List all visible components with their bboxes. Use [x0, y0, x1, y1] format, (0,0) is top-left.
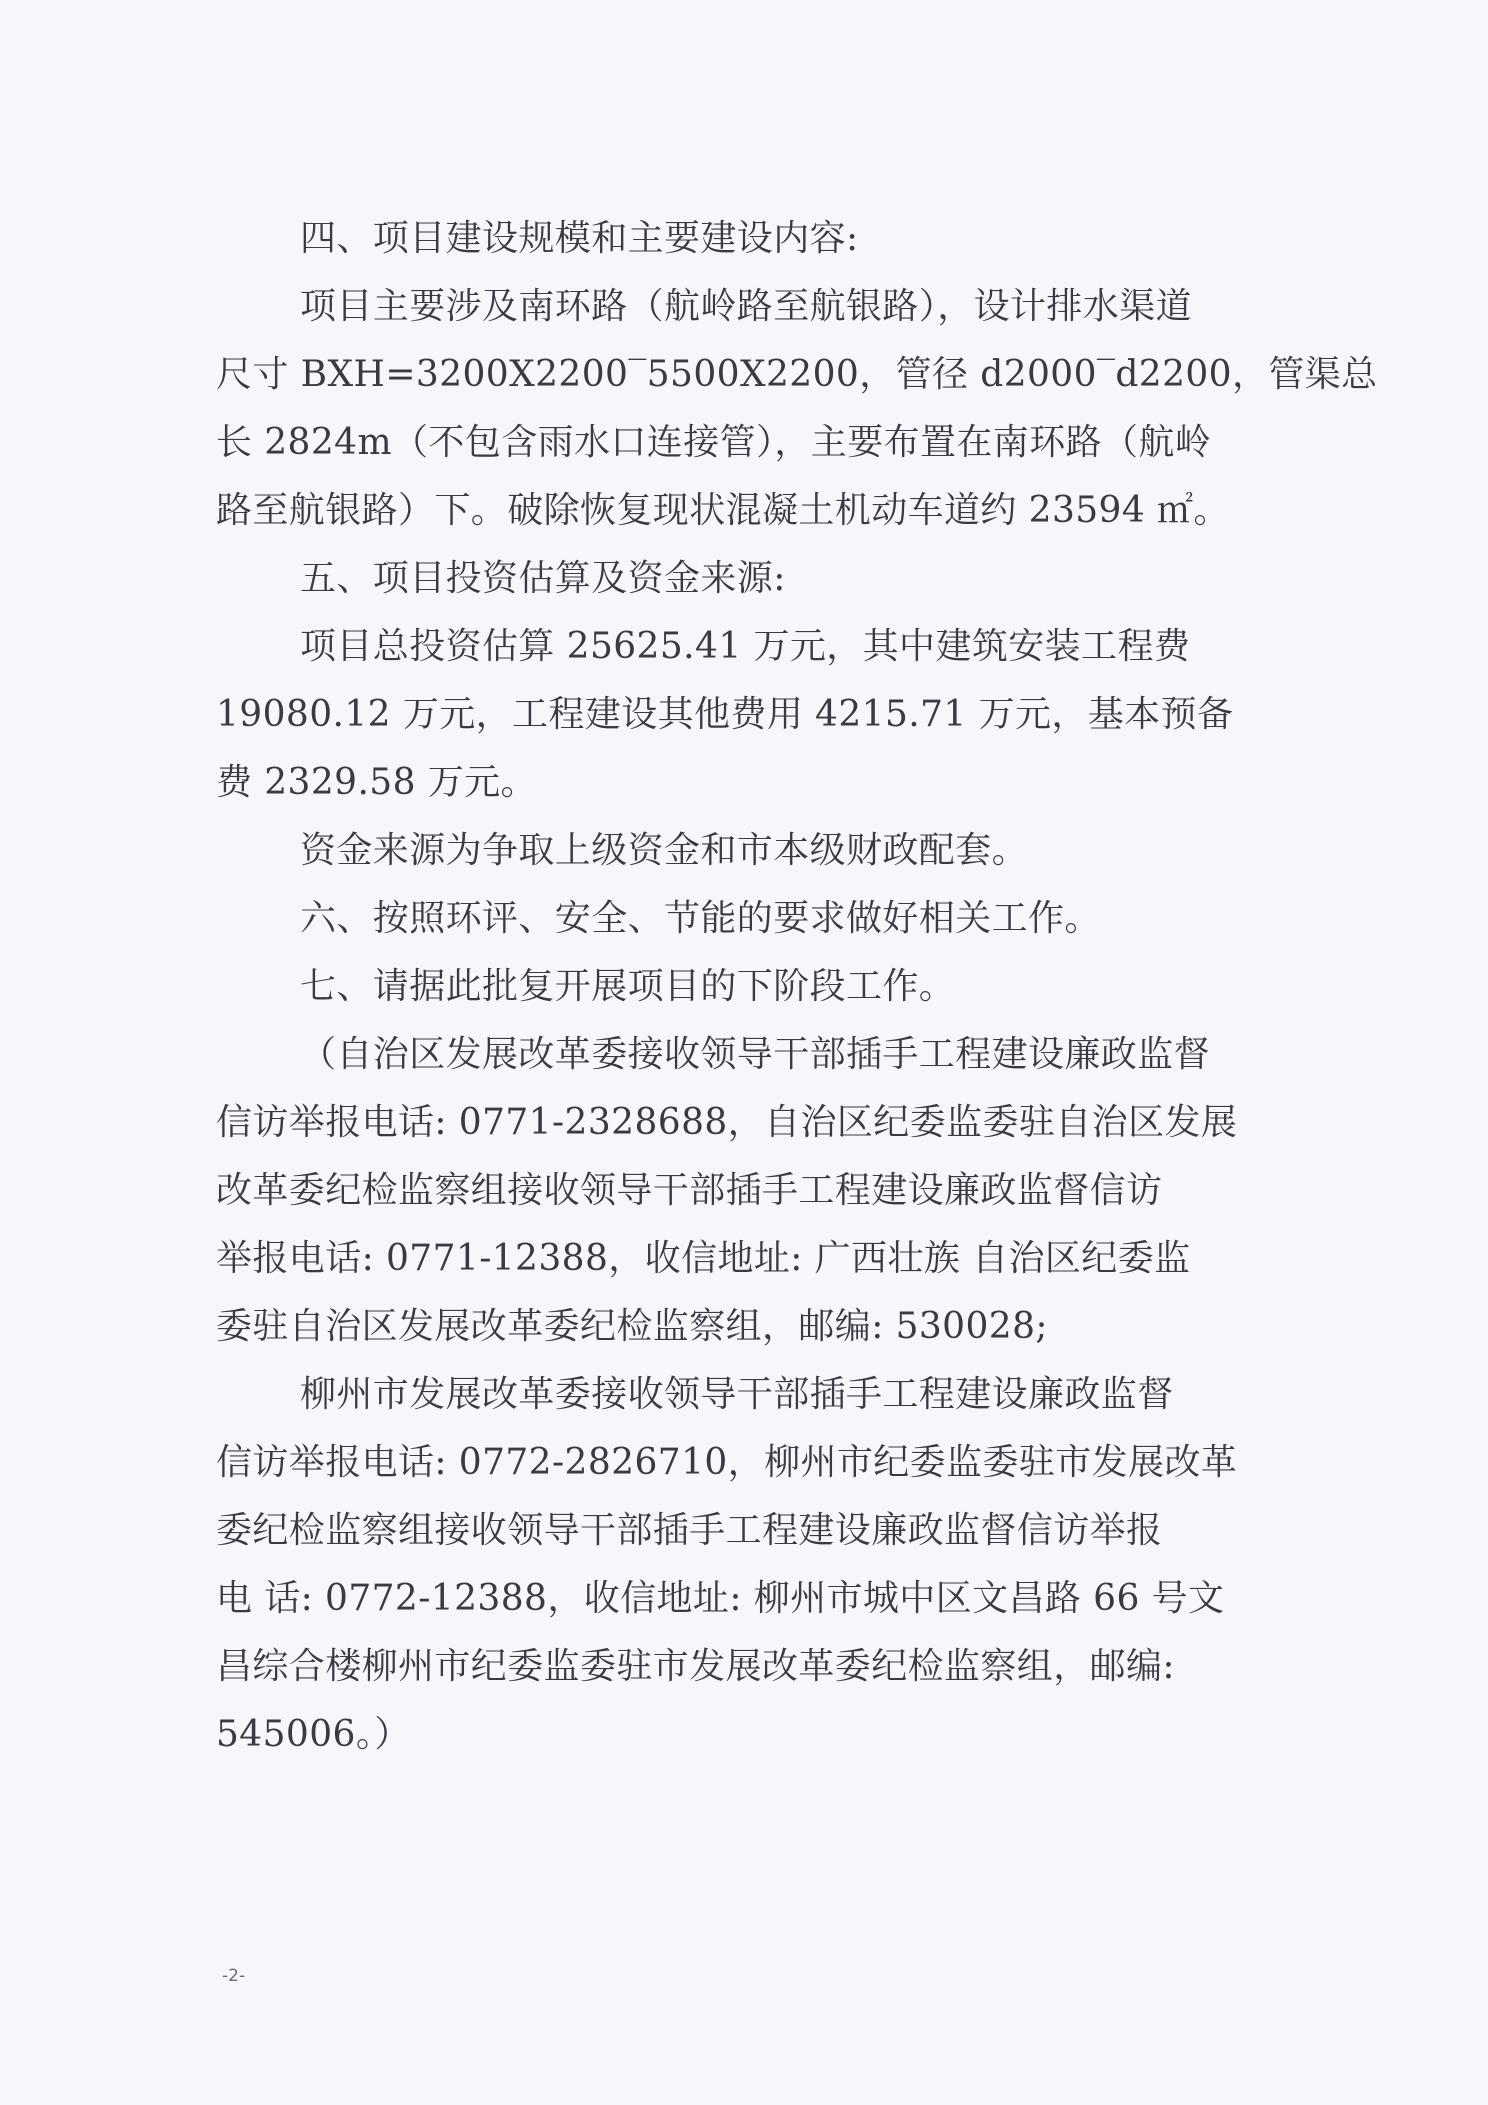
section-heading-5: 五、项目投资估算及资金来源: [300, 558, 786, 599]
text-line: 费 2329.58 万元。 [216, 762, 537, 803]
page-number: -2- [222, 1966, 246, 1986]
text-line: （自治区发展改革委接收领导干部插手工程建设廉政监督 [300, 1034, 1211, 1075]
text-line: 资金来源为争取上级资金和市本级财政配套。 [300, 830, 1029, 871]
text-line: 举报电话: 0771-12388，收信地址: 广西壮族 自治区纪委监 [216, 1238, 1191, 1279]
text-line: 长 2824m（不包含雨水口连接管），主要布置在南环路（航岭 [216, 422, 1212, 463]
text-line: 项目总投资估算 25625.41 万元，其中建筑安装工程费 [300, 626, 1191, 667]
section-heading-7: 七、请据此批复开展项目的下阶段工作。 [300, 966, 956, 1007]
text-line: 项目主要涉及南环路（航岭路至航银路），设计排水渠道 [300, 286, 1193, 327]
text-line: 改革委纪检监察组接收领导干部插手工程建设廉政监督信访 [216, 1170, 1163, 1211]
text-line: 19080.12 万元，工程建设其他费用 4215.71 万元，基本预备 [216, 694, 1234, 735]
text-line: 545006。） [216, 1714, 411, 1755]
text-line: 柳州市发展改革委接收领导干部插手工程建设廉政监督 [300, 1374, 1174, 1415]
text-line: 尺寸 BXH=3200X2200‾5500X2200，管径 d2000‾d2200，管渠总 [216, 354, 1378, 395]
text-line: 信访举报电话: 0772-2826710，柳州市纪委监委驻市发展改革 [216, 1442, 1238, 1483]
text-line: 路至航银路）下。破除恢复现状混凝土机动车道约 23594 ㎡。 [216, 490, 1230, 531]
section-heading-6: 六、按照环评、安全、节能的要求做好相关工作。 [300, 898, 1101, 939]
section-heading-4: 四、项目建设规模和主要建设内容: [300, 218, 859, 259]
text-line: 委纪检监察组接收领导干部插手工程建设廉政监督信访举报 [216, 1510, 1163, 1551]
text-line: 昌综合楼柳州市纪委监委驻市发展改革委纪检监察组，邮编: [216, 1646, 1175, 1687]
document-body [216, 205, 1378, 1769]
text-line: 委驻自治区发展改革委纪检监察组，邮编: 530028; [216, 1306, 1048, 1347]
text-line: 电 话: 0772-12388，收信地址: 柳州市城中区文昌路 66 号文 [216, 1578, 1225, 1619]
text-line: 信访举报电话: 0771-2328688，自治区纪委监委驻自治区发展 [216, 1102, 1238, 1143]
